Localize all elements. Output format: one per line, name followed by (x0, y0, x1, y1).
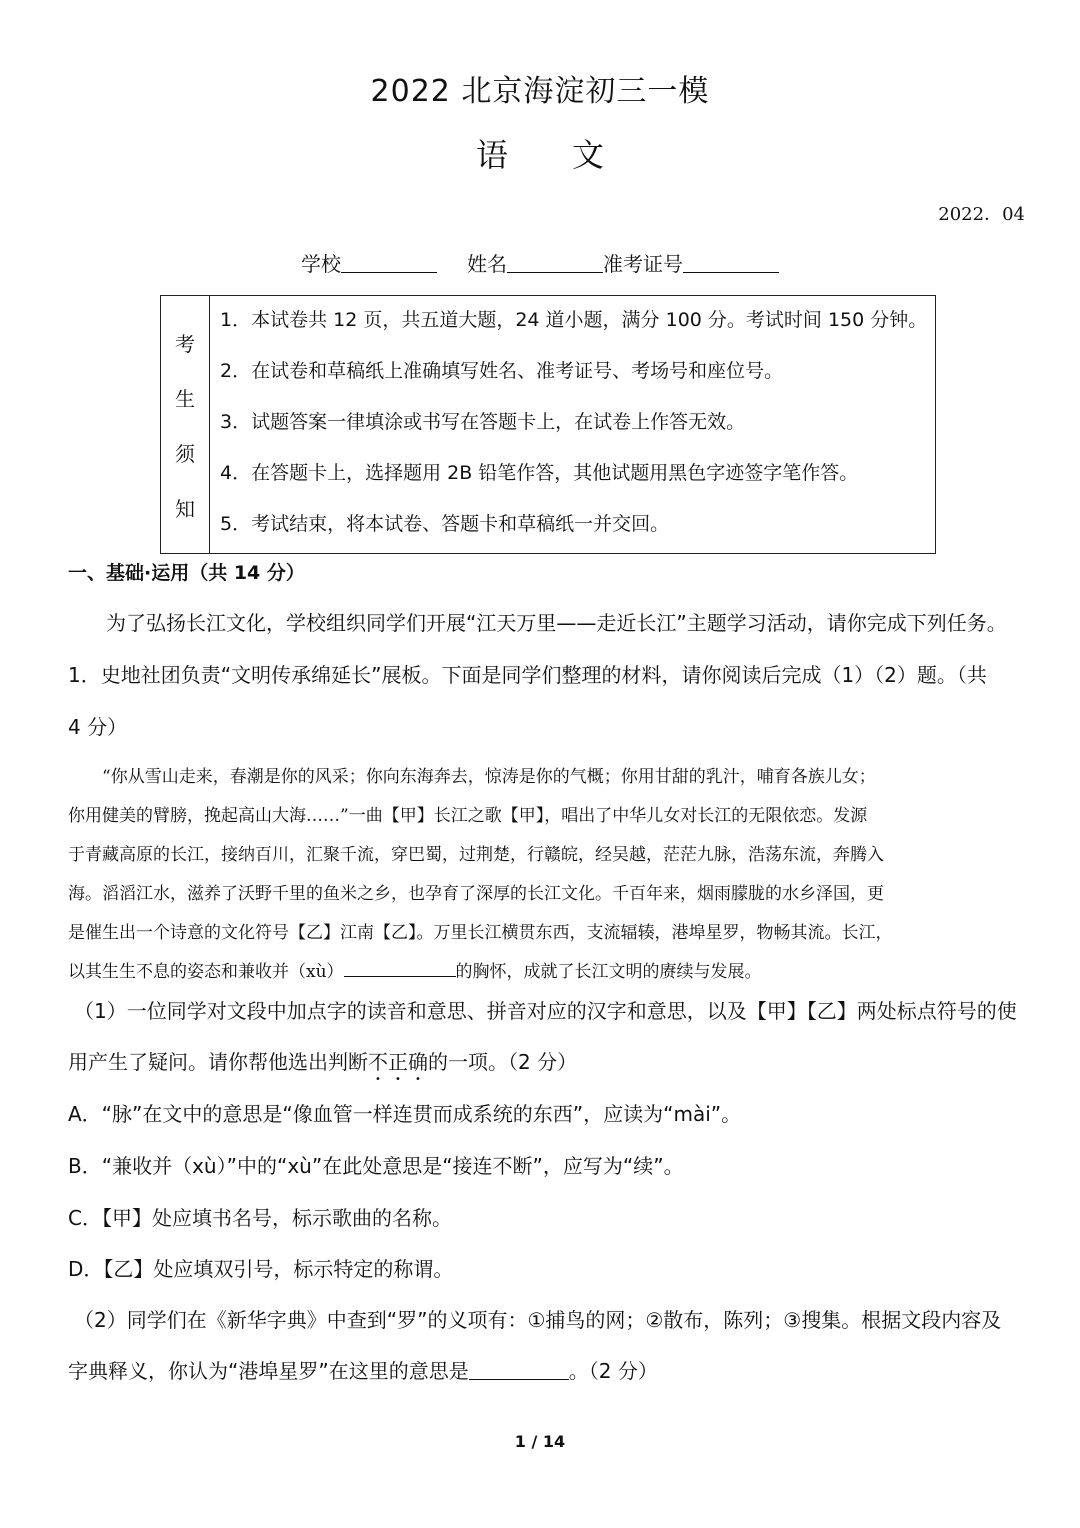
option-b[interactable]: B．“兼收并（xù）”中的“xù”在此处意思是“接连不断”，应写为“续”。 (68, 1154, 684, 1178)
notice-item: 2．在试卷和草稿纸上准确填写姓名、准考证号、考场号和座位号。 (220, 360, 784, 382)
reading-passage (68, 758, 1034, 992)
subject-char-1: 语 (475, 136, 508, 174)
emphasis-not-correct: 不正确 (368, 1050, 428, 1074)
subquestion-1-line2 (68, 1047, 577, 1085)
subject-char-2: 文 (572, 136, 605, 174)
subq2-text-b: 。（2 分） (568, 1359, 658, 1383)
name-blank[interactable] (507, 254, 603, 273)
section-heading: 一、基础·运用（共 14 分） (68, 562, 305, 584)
question-1-line2: 4 分） (68, 715, 128, 739)
subq2-text-a: 字典释义，你认为“港埠星罗”在这里的意思是 (68, 1359, 469, 1383)
option-c[interactable]: C．【甲】处应填书名号，标示歌曲的名称。 (68, 1206, 452, 1230)
subq1-text-a: 用产生了疑问。请你帮他选出判断 (68, 1050, 368, 1074)
answer-blank[interactable] (469, 1361, 569, 1380)
notice-label-char: 须 (175, 441, 195, 466)
subq1-text-c: 的一项。（2 分） (428, 1050, 578, 1074)
passage-last-b: 的胸怀，成就了长江文明的赓续与发展。 (455, 962, 762, 982)
student-info-fields (0, 248, 1080, 277)
page-number: 1 / 14 (514, 1432, 566, 1451)
exam-id-label: 准考证号 (603, 252, 683, 276)
notice-item: 3．试题答案一律填涂或书写在答题卡上，在试卷上作答无效。 (220, 411, 746, 433)
passage-line: 是催生出一个诗意的文化符号【乙】江南【乙】。万里长江横贯东西，支流辐辏，港埠星罗，物畅其流。长江， (68, 923, 893, 943)
passage-line-last (68, 953, 1034, 992)
school-blank[interactable] (341, 254, 437, 273)
name-label: 姓名 (467, 252, 507, 276)
passage-last-a: 以其生生不息的姿态和兼收并（xù） (68, 962, 344, 982)
question-1-line1: 1．史地社团负责“文明传承绵延长”展板。下面是同学们整理的材料，请你阅读后完成（1）（2）题。（共 (68, 663, 987, 687)
section-intro: 为了弘扬长江文化，学校组织同学们开展“江天万里——走近长江”主题学习活动，请你完成下列任务。 (106, 611, 1007, 635)
notice-label-char: 知 (175, 496, 195, 521)
exam-title: 2022 北京海淀初三一模 (370, 74, 710, 109)
notice-label-char: 生 (175, 386, 195, 411)
notice-item: 4．在答题卡上，选择题用 2B 铅笔作答，其他试题用黑色字迹签字笔作答。 (220, 462, 859, 484)
exam-notice-box (160, 295, 936, 554)
subquestion-2-line1: （2）同学们在《新华字典》中查到“罗”的义项有：①捕鸟的网；②散布，陈列；③搜集。根据文段内容及 (74, 1308, 1002, 1332)
notice-items (210, 296, 935, 553)
passage-line: “你从雪山走来，春潮是你的风采；你向东海奔去，惊涛是你的气概；你用甘甜的乳汁，哺育各族儿女； (102, 767, 876, 787)
exam-id-blank[interactable] (683, 254, 779, 273)
notice-label (161, 296, 210, 553)
subquestion-2-line2 (68, 1356, 658, 1386)
school-label: 学校 (301, 252, 341, 276)
notice-label-char: 考 (175, 331, 195, 356)
option-d[interactable]: D．【乙】处应填双引号，标示特定的称谓。 (68, 1257, 454, 1281)
passage-line: 于青藏高原的长江，接纳百川，汇聚千流，穿巴蜀，过荆楚，行赣皖，经吴越，茫茫九脉，浩荡东流，奔腾入 (68, 845, 884, 865)
subject-title (0, 130, 1080, 176)
notice-item: 1．本试卷共 12 页，共五道大题，24 道小题，满分 100 分。考试时间 150 分钟。 (220, 309, 928, 331)
passage-line: 你用健美的臂膀，挽起高山大海……”一曲【甲】长江之歌【甲】，唱出了中华儿女对长江的无限依恋。发源 (68, 806, 868, 826)
notice-item: 5．考试结束，将本试卷、答题卡和草稿纸一并交回。 (220, 513, 670, 535)
option-a[interactable]: A．“脉”在文中的意思是“像血管一样连贯而成系统的东西”，应读为“mài”。 (68, 1102, 742, 1126)
passage-blank[interactable] (344, 960, 456, 977)
subquestion-1-line1: （1）一位同学对文段中加点字的读音和意思、拼音对应的汉字和意思，以及【甲】【乙】两处标点符号的使 (74, 999, 1017, 1023)
exam-date: 2022．04 (938, 204, 1025, 225)
passage-line: 海。滔滔江水，滋养了沃野千里的鱼米之乡，也孕育了深厚的长江文化。千百年来，烟雨朦胧的水乡泽国，更 (68, 884, 884, 904)
